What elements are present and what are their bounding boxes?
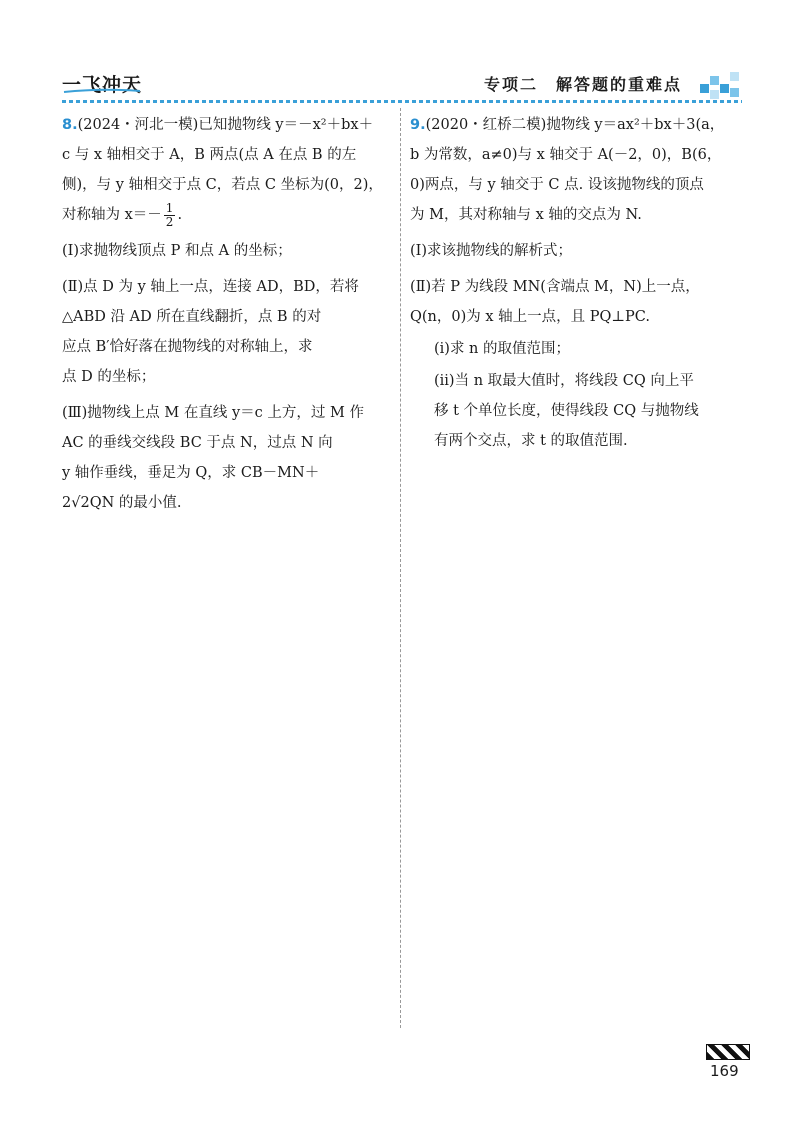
part-text: 点 D 的坐标； [62, 369, 156, 385]
part-text: 应点 B′恰好落在抛物线的对称轴上，求 [62, 339, 313, 355]
part-text: (Ⅲ)抛物线上点 M 在直线 y＝c 上方，过 M 作 [62, 405, 364, 421]
question-9 [410, 110, 742, 456]
part-text: AC 的垂线交线段 BC 于点 N，过点 N 向 [62, 435, 333, 451]
part-1 [62, 236, 392, 266]
stem-line: 已知抛物线 y＝－x²＋bx＋ [198, 117, 374, 133]
part-text: Q(n，0)为 x 轴上一点，且 PQ⊥PC. [410, 309, 650, 325]
page-number-badge [706, 1044, 750, 1084]
part-text: (ⅱ)当 n 取最大值时，将线段 CQ 向上平 [434, 373, 694, 389]
stem-line: b 为常数，a≠0)与 x 轴交于 A(－2，0)，B(6， [410, 147, 722, 163]
part-text: 2√2QN 的最小值. [62, 495, 182, 511]
stem-line: 为 M，其对称轴与 x 轴的交点为 N. [410, 207, 642, 223]
question-source: (2020・红桥二模) [425, 117, 547, 133]
header-rule [62, 100, 742, 103]
checkered-flag-icon [706, 1044, 750, 1060]
fraction-denominator: 2 [165, 214, 174, 229]
fraction-numerator: 1 [165, 200, 174, 215]
brand-swoosh-icon [62, 88, 142, 94]
question-number: 8. [62, 117, 78, 133]
question-9-stem [410, 110, 742, 230]
column-divider [400, 108, 401, 1028]
brand-logo: 一飞冲天 [62, 74, 143, 96]
part-text: (Ⅰ)求该抛物线的解析式； [410, 243, 573, 259]
part-text: △ABD 沿 AD 所在直线翻折，点 B 的对 [62, 309, 322, 325]
part-2 [62, 272, 392, 392]
fraction [164, 202, 176, 229]
question-number: 9. [410, 117, 426, 133]
part-text: (ⅰ)求 n 的取值范围； [434, 341, 571, 357]
page-header [62, 62, 742, 100]
part-1 [410, 236, 742, 266]
question-8 [62, 110, 392, 518]
part-text: y 轴作垂线，垂足为 Q，求 CB－MN＋ [62, 465, 320, 481]
part-2-ii [410, 366, 742, 456]
part-text: (Ⅰ)求抛物线顶点 P 和点 A 的坐标； [62, 243, 292, 259]
part-2-i [410, 334, 742, 364]
part-text: (Ⅱ)若 P 为线段 MN(含端点 M，N)上一点， [410, 279, 700, 295]
stem-line: 0)两点，与 y 轴交于 C 点. 设该抛物线的顶点 [410, 177, 704, 193]
question-source: (2024・河北一模) [77, 117, 199, 133]
section-title: 专项二 解答题的重难点 [483, 75, 682, 94]
part-text: 移 t 个单位长度，使得线段 CQ 与抛物线 [434, 403, 699, 419]
stem-line: 侧)，与 y 轴相交于点 C，若点 C 坐标为(0，2)， [62, 177, 383, 193]
part-2 [410, 272, 742, 332]
part-3 [62, 398, 392, 518]
stem-line: 抛物线 y＝ax²＋bx＋3(a， [546, 117, 725, 133]
stem-line: 对称轴为 x＝－ [62, 207, 162, 223]
part-text: (Ⅱ)点 D 为 y 轴上一点，连接 AD，BD，若将 [62, 279, 359, 295]
question-8-stem [62, 110, 392, 230]
stem-line: c 与 x 轴相交于 A，B 两点(点 A 在点 B 的左 [62, 147, 357, 163]
stem-line: . [177, 207, 183, 223]
part-text: 有两个交点，求 t 的取值范围. [434, 433, 628, 449]
page-number: 169 [710, 1062, 739, 1080]
decorative-blocks-icon [700, 68, 742, 100]
